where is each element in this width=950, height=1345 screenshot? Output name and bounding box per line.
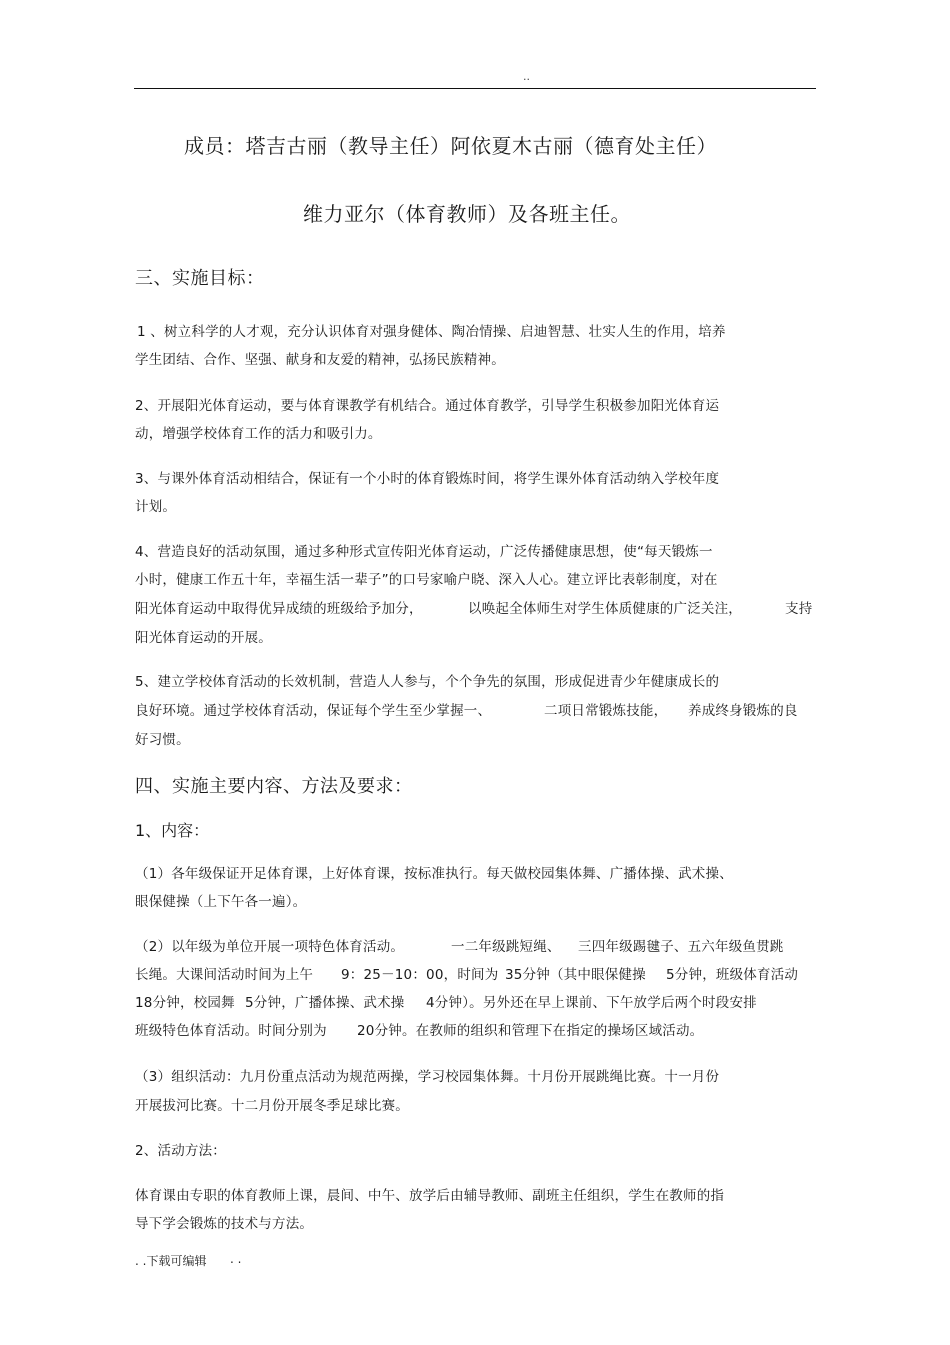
item-5-line-1: 5、建立学校体育活动的长效机制，营造人人参与，个个争先的氛围，形成促进青少年健康成长的 (135, 674, 720, 690)
content-2-line-3c: 4分钟）。另外还在早上课前、下午放学后两个时段安排 (426, 995, 757, 1011)
content-2-line-2c: 35分钟（其中眼保健操 (505, 967, 646, 983)
content-2-line-2d: 5分钟，班级体育活动 (666, 967, 799, 983)
content-1-line-2: 眼保健操（上下午各一遍）。 (135, 894, 307, 910)
content-2-line-1c: 三四年级踢毽子、五六年级鱼贯跳 (578, 939, 784, 955)
item-4-line-4: 阳光体育运动的开展。 (135, 630, 272, 646)
item-5-line-2b: 二项日常锻炼技能， (544, 703, 668, 719)
content-2-line-4a: 班级特色体育活动。时间分别为 (135, 1023, 327, 1039)
item-4-line-2: 小时，健康工作五十年，幸福生活一辈子”的口号家喻户晓、深入人心。建立评比表彰制度，对在 (135, 572, 718, 588)
content-2-line-1b: 一二年级跳短绳、 (451, 939, 561, 955)
members-line-2: 维力亚尔（体育教师）及各班主任。 (303, 202, 631, 226)
method-line-2: 导下学会锻炼的技术与方法。 (135, 1216, 314, 1232)
method-line-1: 体育课由专职的体育教师上课，晨间、中午、放学后由辅导教师、副班主任组织，学生在教师的指 (135, 1188, 725, 1204)
item-3-line-1: 3、与课外体育活动相结合，保证有一个小时的体育锻炼时间，将学生课外体育活动纳入学校年度 (135, 471, 720, 487)
item-4-line-3b: 以唤起全体师生对学生体质健康的广泛关注， (468, 601, 742, 617)
item-5-line-2c: 养成终身锻炼的良 (688, 703, 798, 719)
content-2-line-3b: 5分钟，广播体操、武术操 (245, 995, 405, 1011)
item-4-line-3a: 阳光体育运动中取得优异成绩的班级给予加分， (135, 601, 423, 617)
section-3-title: 三、实施目标： (135, 268, 265, 289)
item-2-line-2: 动，增强学校体育工作的活力和吸引力。 (135, 426, 382, 442)
item-5-line-3: 好习惯。 (135, 732, 190, 748)
item-4-line-3c: 支持 (785, 601, 813, 617)
item-5-line-2a: 良好环境。通过学校体育活动，保证每个学生至少掌握一、 (135, 703, 492, 719)
header-rule (134, 88, 816, 89)
content-2-line-2b: 9：25－10：00，时间为 (341, 967, 499, 983)
content-1-line-1: （1）各年级保证开足体育课，上好体育课，按标准执行。每天做校园集体舞、广播体操、武术操、 (135, 866, 733, 882)
footer-left: . .下载可编辑 (135, 1254, 207, 1268)
members-line-1: 成员：塔吉古丽（教导主任）阿依夏木古丽（德育处主任） (184, 134, 717, 158)
content-2-line-2a: 长绳。大课间活动时间为上午 (135, 967, 314, 983)
section-4-title: 四、实施主要内容、方法及要求： (135, 776, 413, 797)
item-3-line-2: 计划。 (135, 499, 177, 515)
item-1-line-2: 学生团结、合作、坚强、献身和友爱的精神，弘扬民族精神。 (135, 352, 505, 368)
method-heading: 2、活动方法： (135, 1143, 226, 1159)
content-heading: 1、内容： (135, 821, 210, 840)
content-2-line-4b: 20分钟。在教师的组织和管理下在指定的操场区域活动。 (357, 1023, 704, 1039)
header-mark: .. (523, 70, 530, 83)
content-2-line-3a: 18分钟，校园舞 (135, 995, 235, 1011)
item-1-line-1: 1 、树立科学的人才观，充分认识体育对强身健体、陶冶情操、启迪智慧、壮实人生的作用，培养 (137, 324, 726, 340)
content-2-line-1a: （2）以年级为单位开展一项特色体育活动。 (135, 939, 405, 955)
footer-right: . . (230, 1252, 242, 1266)
item-4-line-1: 4、营造良好的活动氛围，通过多种形式宣传阳光体育运动，广泛传播健康思想，使“每天锻炼一 (135, 544, 713, 560)
content-3-line-2: 开展拔河比赛。十二月份开展冬季足球比赛。 (135, 1098, 409, 1114)
item-2-line-1: 2、开展阳光体育运动，要与体育课教学有机结合。通过体育教学，引导学生积极参加阳光体育运 (135, 398, 720, 414)
content-3-line-1: （3）组织活动：九月份重点活动为规范两操，学习校园集体舞。十月份开展跳绳比赛。十一月份 (135, 1069, 720, 1085)
